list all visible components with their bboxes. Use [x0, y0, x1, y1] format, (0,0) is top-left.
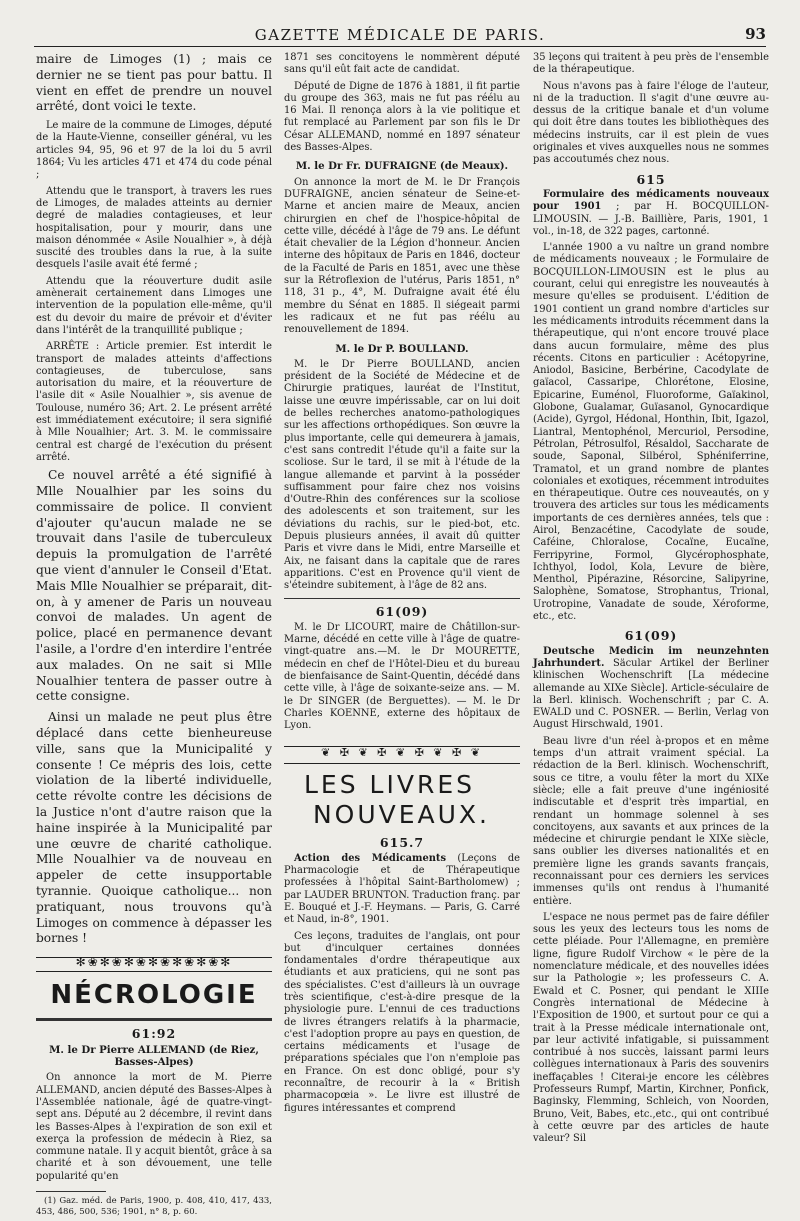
paragraph: M. le Dr LICOURT, maire de Châtillon-sur-Marne, décédé en cette ville à l'âge de quatre-vingt-quatre ans.—M. le Dr MOURETTE, médecin en chef de l'Hôtel-Dieu et du bureau de bienfaisance de Saint-Quentin, décédé dans cette ville, à l'âge de soixante-seize ans. — M. le Dr SINGER (de Berguettes). — M. le Dr Charles KOENNE, externe des hôpitaux de Lyon. — [284, 621, 520, 732]
paragraph: Ces leçons, traduites de l'anglais, ont pour but d'inculquer certaines données fondamentales d'ordre thérapeutique aux étudiants et aux praticiens, qui ne sont pas des spécialistes. C'est d'ailleurs là un ouvrage très scientifique, c'est-à-dire presque de la physiologie pure. L'ennui de ces traductions de livres étrangers relatifs à la pharmacie, c'est l'adoption propre au pays en question, de certains médicaments et l'usage de préparations spéciales que l'on n'emploie pas en France. On est donc obligé, pour s'y reconnaître, de recourir à la « British pharmacopœia ». Le livre est illustré de figures intéressantes et comprend — [284, 930, 520, 1114]
classification-number: 61:92 — [131, 1026, 177, 1042]
ornament-band — [36, 957, 272, 972]
ornament-glyphs: ❦ ✠ ❦ ✠ ❦ ✠ ❦ ✠ ❦ — [321, 746, 483, 760]
page-header — [34, 24, 766, 47]
page-number: 93 — [745, 25, 766, 43]
paragraph: Le maire de la commune de Limoges, député de la Haute-Vienne, conseiller général, vu les articles 94, 95, 96 et 97 de la loi du 5 avril 1864; Vu les articles 471 et 474 du code pénal ; — [36, 120, 272, 181]
book-title: Deutsche Medicin im neunzehnten Jahrhundert. — [533, 645, 769, 669]
paragraph: Attendu que la réouverture dudit asile amènerait certainement dans Limoges une intervention de la population elle-même, qu'il est du devoir du maire de prévoir et d'éviter dans l'intérêt de la tranquillité publique ; — [36, 275, 272, 336]
ornament-band — [284, 746, 520, 764]
paragraph: Député de Digne de 1876 à 1881, il fit partie du groupe des 363, mais ne fut pas réélu au 16 Mai. Il renonça alors à la vie politique et fut remplacé au Parlement par son fils le Dr César ALLEMAND, nommé en 1897 sénateur des Basses-Alpes. — [284, 80, 520, 154]
book-details: (Leçons de Pharmacologie et de Thérapeutique professées à l'hôpital Saint-Bartholomew) ; par LAUDER BRUNTON. Traduction franç. par E. Bouqué et J.-F. Heymans. — Paris, G. Carré et Naud, in-8°, 1901. — [284, 852, 520, 926]
paragraph: Attendu que le transport, à travers les rues de Limoges, de malades atteints au dernier degré de maladies contagieuses, et leur hospitalisation, pour y mourir, dans une maison dénommée « Asile Noualhier », à déjà suscité des troubles dans la rue, à la suite desquels l'asile avait été fermé ; — [36, 185, 272, 271]
footnote: (1) Gaz. méd. de Paris, 1900, p. 408, 410, 417, 433, 453, 486, 500, 536; 1901, n° 8, p. 60. — [36, 1196, 272, 1217]
book-details: Säcular Artikel der Berliner klinischen Wochenschrift [La médecine allemande au XIXe Siècle]. Article-séculaire de la Berl. klinisch. Wochenschrift ; par C. A. EWALD und C. POSNER. — Berlin, Verlag von August Hirschwald, 1901. — [533, 657, 770, 731]
paragraph: On annonce la mort de M. le Dr François DUFRAIGNE, ancien sénateur de Seine-et-Marne et ancien maire de Meaux, ancien chirurgien en chef de l'hospice-hôpital de cette ville, décédé à l'âge de 79 ans. Le défunt était chevalier de la Légion d'honneur. Ancien interne des hôpitaux de Paris en 1846, docteur de la Faculté de Paris en 1851, avec une thèse sur la Rétroflexion de l'utérus, Paris 1851, n° 118, 31 p., 4°, M. Dufraigne avait été élu membre du Sénat en 1885. Il siégeait parmi les radicaux et ne fut pas réélu au renouvellement de 1894. — [284, 176, 520, 336]
paragraph: M. le Dr Pierre BOULLAND, ancien président de la Société de Médecine et de Chirurgie pratiques, lauréat de l'Institut, laisse une œuvre impérissable, car on lui doit de belles recherches anatomo-pathologiques sur les affections orthopédiques. Son œuvre la plus importante, celle qui demeurera à jamais, c'est sans contredit l'étude qu'il a faite sur la scoliose. Sur le tard, il se mit à l'étude de la langue allemande et parvint à la posséder suffisamment pour faire chez nos voisins d'Outre-Rhin des conférences sur la scoliose des adolescents et son traitement, sur les déviations du rachis, sur le pied-bot, etc. Depuis plusieurs années, il avait dû quitter Paris et vivre dans le Midi, entre Marseille et Aix, ne faisant dans la capitale que de rares apparitions. C'est en Provence qu'il vient de s'éteindre subitement, à l'âge de 82 ans. — [284, 358, 520, 592]
paragraph: On annonce la mort de M. Pierre ALLEMAND, ancien député des Basses-Alpes à l'Assemblée nationale, âgé de quatre-vingt-sept ans. Député au 2 décembre, il revint dans les Basses-Alpes à l'expiration de son exil et exerça la profession de médecin à Riez, sa commune natale. Il y acquit bientôt, grâce à sa charité et à son dévouement, une telle popularité qu'en — [36, 1072, 272, 1182]
section-title-necrologie: NÉCROLOGIE — [50, 980, 258, 1011]
column-left — [36, 52, 272, 1221]
paragraph: Nous n'avons pas à faire l'éloge de l'auteur, ni de la traduction. Il s'agit d'une œuvre au-dessus de la critique banale et d'un volume qui doit être dans toutes les bibliothèques des médecins instruits, car il est plein de vues originales et vives auxquelles nous ne sommes pas accoutumés chez nous. — [533, 80, 769, 166]
book-title: Formulaire des médicaments nouveaux pour 1901 — [533, 188, 769, 213]
classification-number: 61(09) — [624, 628, 678, 644]
book-details: ; par H. BOCQUILLON-LIMOUSIN. — J.-B. Baillière, Paris, 1901, 1 vol., in-18, de 322 pages, cartonné. — [533, 201, 769, 237]
paragraph: 1871 ses concitoyens le nommèrent député sans qu'il eût fait acte de candidat. — [284, 52, 520, 76]
paragraph: maire de Limoges (1) ; mais ce dernier ne se tient pas pour battu. Il vient en effet de prendre un nouvel arrêté, dont voici le texte. — [36, 52, 272, 114]
paragraph: L'espace ne nous permet pas de faire défiler sous les yeux des lecteurs tous les noms de cette pléiade. Pour l'Allemagne, en première ligne, figure Rudolf Virchow « le père de la nomenclature médicale, et des nouvelles idées sur la Pathologie »; les professeurs C. A. Ewald et C. Posner, qui pendant le XIIIe Congrès international de Médecine à l'Exposition de 1900, et surtout pour ce qui a trait à la Presse médicale internationale ont, par leur activité infatigable, si puissamment contribué à nos succès, laissant parmi leurs collègues internationaux à Paris des souvenirs ineffaçables ! Citerai-je encore les célèbres Professeurs Rumpf, Martin, Kirchner, Ponfick, Baginsky, Flemming, Schleich, von Noorden, Bruno, Veit, Babes, etc.,etc., qui ont contribué à cette œuvre par des articles de haute valeur? Sil — [533, 911, 769, 1145]
section-title-livres — [284, 770, 520, 830]
book-title: Action des Médicaments — [294, 852, 447, 864]
paragraph: L'année 1900 a vu naître un grand nombre de médicaments nouveaux ; le Formulaire de BOCQUILLON-LIMOUSIN est le plus au courant, celui qui enregistre les nouveautés à mesure qu'elles se produisent. L'édition de 1901 contient un grand nombre d'articles sur les médicaments introduits récemment dans la thérapeutique, qui n'ont encore trouvé place dans aucun formulaire, même des plus récents. Citons en particulier : Acétopyrine, Aniodol, Basicine, Berbérine, Cacodylate de gaïacol, Cassaripe, Chlorétone, Elosine, Epicarine, Euménol, Fluoroforme, Gaïakinol, Globone, Gualamar, Guïasanol, Gynocardique (Acide), Gyrgol, Hédonal, Honthin, Ibit, Igazol, Liantral, Mentophénol, Mercuriol, Persodine, Pétrolan, Pétrosulfol, Résaldol, Saccharate de soude, Saponal, Silbérol, Sphéniferrine, Tramatol, et un grand nombre de plantes coloniales et exotiques, récemment introduites en thérapeutique. Outre ces nouveautés, on y trouvera des articles sur tous les médicaments importants de ces dernières années, tels que : Airol, Benzacétine, Cacodylate de soude, Caféine, Chloralose, Cocaïne, Eucaïne, Ferripyrine, Formol, Glycérophosphate, Ichthyol, Iodol, Kola, Levure de bière, Menthol, Pipérazine, Résorcine, Salipyrine, Salophène, Somatose, Strophantus, Trional, Urotropine, Vanadate de soude, Xéroforme, etc., etc. — [533, 242, 769, 623]
obituary-name: M. le Dr Pierre ALLEMAND (de Riez, Basses-Alpes) — [49, 1044, 259, 1069]
paragraph: Ainsi un malade ne peut plus être déplacé dans cette bienheureuse ville, sans que la Municipalité y consente ! Ce mépris des lois, cette violation de la liberté individuelle, cette révolte contre les décisions de la Justice n'ont d'autre raison que la haine inspirée à la Municipalité par une œuvre de charité catholique. Mlle Noualhier va de nouveau en appeler de cette insupportable tyrannie. Quoique catholique... non pratiquant, nous trouvons qu'à Limoges on commence à dépasser les bornes ! — [36, 710, 272, 946]
obituary-name: M. le Dr P. BOULLAND. — [335, 342, 469, 355]
paragraph: Beau livre d'un réel à-propos et en même temps d'un attrait vraiment spécial. La rédaction de la Berl. klinisch. Wochenschrift, sous ce titre, a voulu fêter la mort du XIXe siècle; elle a fait preuve d'une ingéniosité indiscutable et d'esprit très impartial, en rendant un hommage solennel à ses concitoyens, aux savants et aux princes de la médecine et chirurgie pendant le XIXe siècle, sans oublier les diverses nationalités et en première ligne les grands savants français, reconnaissant pour ces derniers les services immenses qu'ils ont rendus à l'humanité entière. — [533, 735, 769, 907]
footnote-rule — [36, 1191, 106, 1192]
obituary-name: M. le Dr Fr. DUFRAIGNE (de Meaux). — [295, 160, 509, 173]
classification-number: 615 — [636, 171, 666, 187]
book-entry — [533, 646, 769, 732]
paragraph: Ce nouvel arrêté a été signifié à Mlle Noualhier par les soins du commissaire de police. Il convient d'ajouter qu'aucun malade ne se trouvait dans l'asile de tuberculeux depuis la promulgation de l'arrêté que vient d'annuler le Conseil d'Etat. Mais Mlle Noualhier se préparait, dit-on, à y amener de Paris un nouveau convoi de malades. Un agent de police, placé en permanence devant l'asile, a l'ordre d'en interdire l'entrée aux malades. On ne sait si Mlle Noualhier tentera de passer outre à cette consigne. — [36, 468, 272, 704]
column-right — [533, 52, 769, 1150]
section-title-line2: NOUVEAUX. — [312, 800, 490, 830]
paragraph: 35 leçons qui traitent à peu près de l'ensemble de la thérapeutique. — [533, 52, 769, 76]
book-entry — [284, 853, 520, 927]
ornament-glyphs: ✻❀✻❀✻❀✻❀✻❀✻❀✻ — [75, 955, 233, 970]
divider — [284, 598, 520, 599]
classification-number: 615.7 — [379, 835, 425, 851]
classification-number: 61(09) — [375, 604, 429, 620]
column-middle — [284, 52, 520, 1119]
journal-title: GAZETTE MÉDICALE DE PARIS. — [254, 26, 546, 44]
paragraph: ARRÊTE : Article premier. Est interdit le transport de malades atteints d'affections contagieuses, de tuberculose, sans autorisation du maire, et la réouverture de l'asile dit « Asile Noualhier », sis avenue de Toulouse, numéro 36; Art. 2. Le présent arrêté est immédiatement exécutoire; il sera signifié à Mlle Noualhier; Art. 3. M. le commissaire central est chargé de l'exécution du présent arrêté. — [36, 341, 272, 463]
book-entry — [533, 189, 769, 238]
divider — [36, 1018, 272, 1021]
section-title-line1: LES LIVRES — [304, 770, 475, 800]
